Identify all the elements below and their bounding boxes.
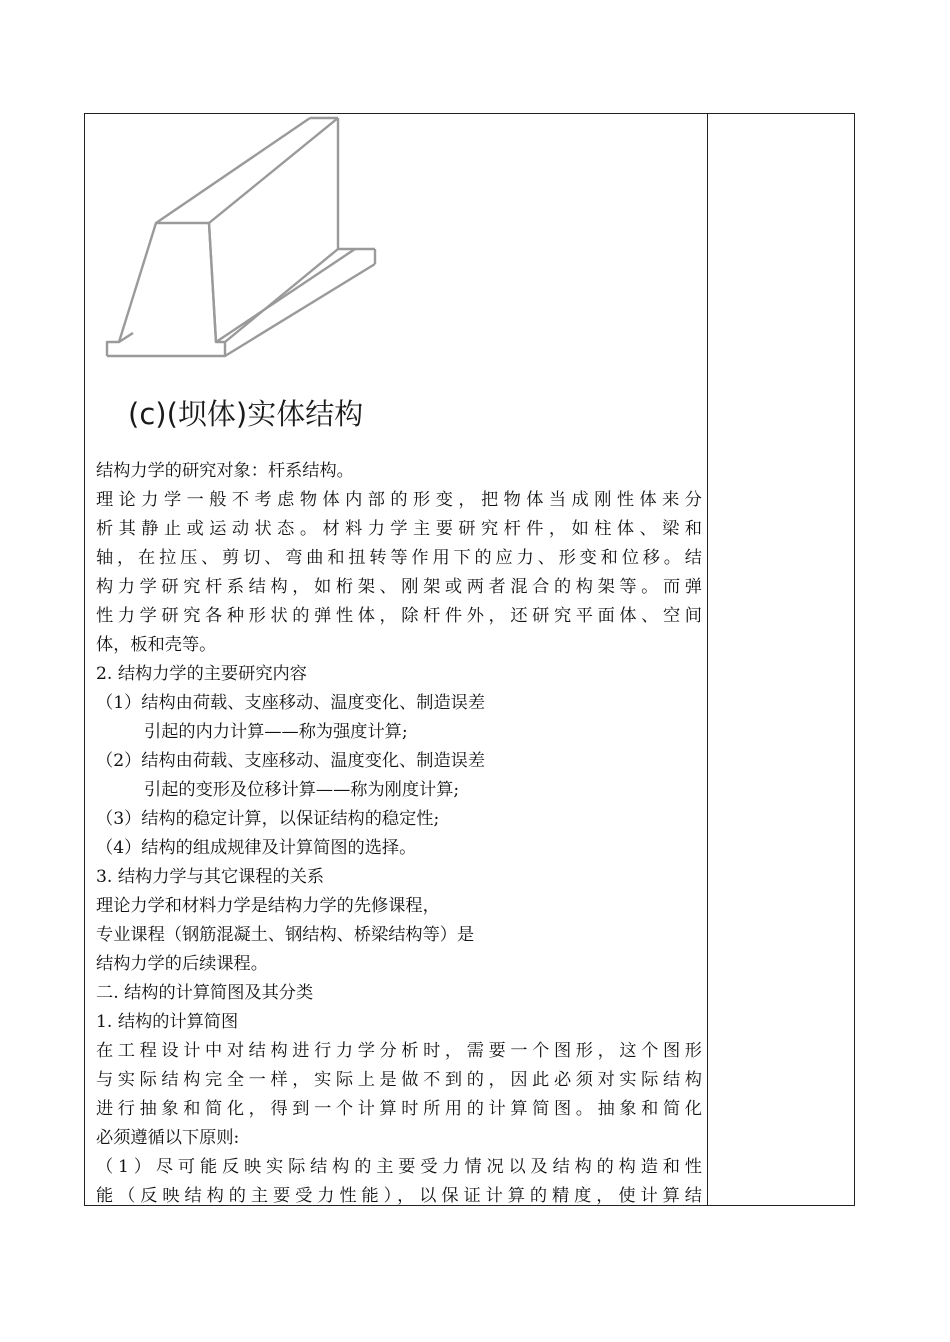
text-line: 轴，在拉压、剪切、弯曲和扭转等作用下的应力、形变和位移。结 <box>96 548 702 568</box>
body-text <box>96 457 702 1211</box>
text-line: （4）结构的组成规律及计算简图的选择。 <box>96 838 417 858</box>
dam-top-back-edge <box>156 118 310 223</box>
text-line: （3）结构的稳定计算，以保证结构的稳定性; <box>96 809 440 829</box>
text-line: 构力学研究杆系结构，如桁架、刚架或两者混合的构架等。而弹 <box>96 577 702 597</box>
text-line: 析其静止或运动状态。材料力学主要研究杆件，如柱体、梁和 <box>96 519 702 539</box>
figure-caption: (c)(坝体)实体结构 <box>128 397 364 431</box>
main-content-cell <box>85 114 708 1205</box>
text-line: 理论力学和材料力学是结构力学的先修课程， <box>96 896 440 916</box>
dam-drawing <box>103 116 403 388</box>
text-line: 能（反映结构的主要受力性能），以保证计算的精度，使计算结 <box>96 1186 702 1206</box>
dam-solid-structure-figure <box>103 116 403 434</box>
text-line: 在工程设计中对结构进行力学分析时，需要一个图形，这个图形 <box>96 1041 702 1061</box>
text-line: 结构力学的研究对象：杆系结构。 <box>96 461 354 481</box>
text-line: （1）结构由荷载、支座移动、温度变化、制造误差 <box>96 693 486 713</box>
text-line: 与实际结构完全一样，实际上是做不到的，因此必须对实际结构 <box>96 1070 702 1090</box>
text-line: 理论力学一般不考虑物体内部的形变，把物体当成刚性体来分 <box>96 490 702 510</box>
dam-base-top-edge <box>225 249 338 342</box>
dam-face-edge <box>209 223 216 342</box>
text-line: 1. 结构的计算简图 <box>96 1012 239 1032</box>
text-line: 结构力学的后续课程。 <box>96 954 268 974</box>
text-line: （2）结构由荷载、支座移动、温度变化、制造误差 <box>96 751 486 771</box>
document-table <box>84 113 855 1206</box>
text-line: 引起的变形及位移计算——称为刚度计算; <box>144 780 460 800</box>
text-line: 引起的内力计算——称为强度计算; <box>144 722 408 742</box>
dam-top-front-edge <box>209 118 338 223</box>
text-line: 二. 结构的计算简图及其分类 <box>96 983 314 1003</box>
dam-front-face <box>107 223 225 356</box>
dam-base-bottom-edge <box>225 264 375 356</box>
text-line: （1）尽可能反映实际结构的主要受力情况以及结构的构造和性 <box>96 1157 702 1177</box>
text-line: 体，板和壳等。 <box>96 635 217 655</box>
text-line: 专业课程（钢筋混凝土、钢结构、桥梁结构等）是 <box>96 925 475 945</box>
text-line: 性力学研究各种形状的弹性体，除杆件外，还研究平面体、空间 <box>96 606 702 626</box>
text-line: 进行抽象和简化，得到一个计算时所用的计算简图。抽象和简化 <box>96 1099 702 1119</box>
dam-base-inner-edge <box>216 249 355 342</box>
text-line: 必须遵循以下原则: <box>96 1128 240 1148</box>
text-line: 3. 结构力学与其它课程的关系 <box>96 867 325 887</box>
side-empty-cell <box>708 114 854 1205</box>
text-line: 2. 结构力学的主要研究内容 <box>96 664 307 684</box>
